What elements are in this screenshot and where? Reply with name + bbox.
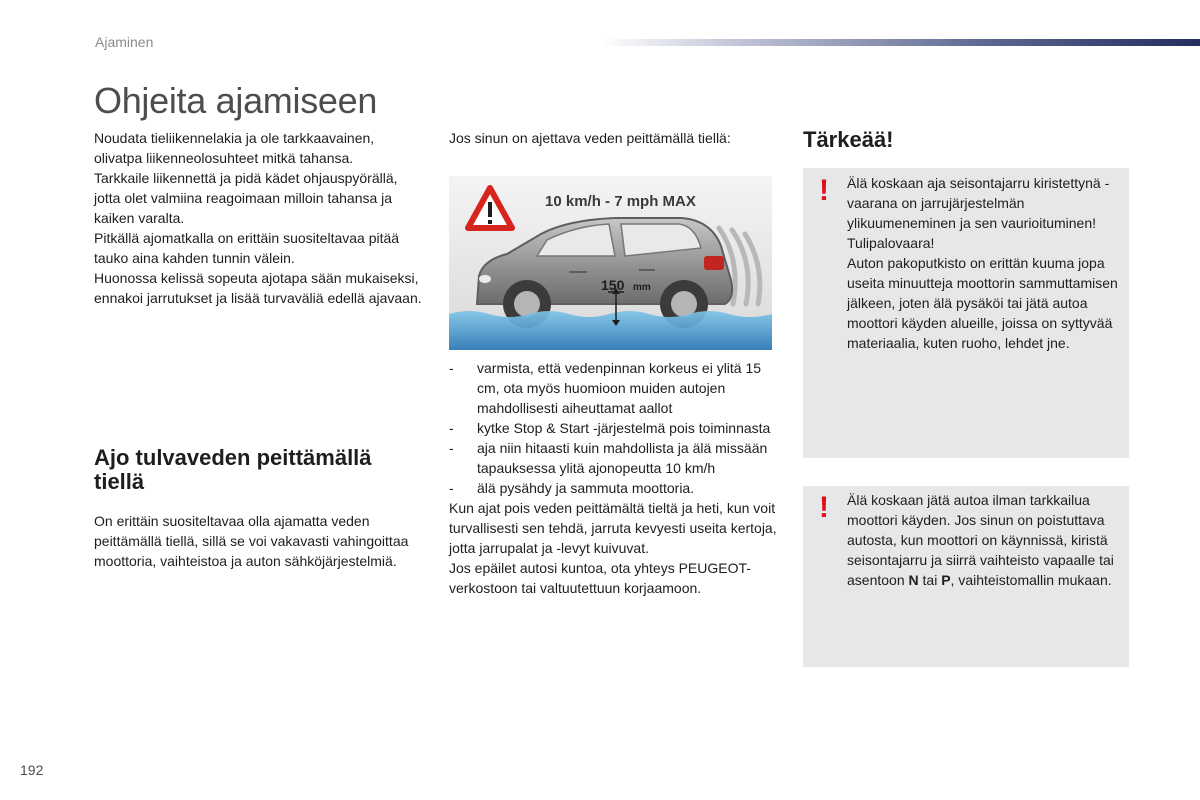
section-label: Ajaminen [95, 34, 154, 50]
page-title: Ohjeita ajamiseen [94, 80, 378, 121]
after-flood-paragraph: Jos epäilet autosi kuntoa, ota yhteys PEUGEOT-verkostoon tai valtuutettuun korjaamoon. [449, 560, 751, 596]
after-flood-paragraph: Kun ajat pois veden peittämältä tieltä ja heti, kun voit turvallisesti sen tehdä, jarruta kevyesti useita kertoja, jotta jarrupalat ja -levyt kuivuvat. [449, 500, 777, 556]
list-item-text: aja niin hitaasti kuin mahdollista ja älä missään tapauksessa ylitä ajonopeutta 10 km/h [477, 440, 768, 476]
header-gradient-bar [600, 39, 1200, 46]
flood-instructions [449, 358, 779, 598]
depth-value: 150 [601, 277, 625, 293]
advice-paragraph: Tarkkaile liikennettä ja pidä kädet ohjauspyörällä, jotta olet valmiina reagoimaan milloin tahansa ja kaiken varalta. [94, 170, 398, 226]
warning-box-parking-brake [803, 168, 1129, 458]
warning-box-unattended [803, 486, 1129, 667]
warning-text-part: tai [918, 572, 942, 588]
list-item-text: varmista, että vedenpinnan korkeus ei ylitä 15 cm, ota myös huomioon muiden autojen mahdollisesti aiheuttamat aallot [477, 360, 762, 416]
flood-heading: Ajo tulvaveden peittämällä tiellä [94, 445, 372, 494]
warning-paragraph: Älä koskaan aja seisontajarru kiristettynä - vaarana on jarrujärjestelmän ylikuumeneminen ja sen vaurioituminen! [847, 175, 1110, 231]
warning-paragraph: Auton pakoputkisto on erittän kuuma jopa useita minuutteja moottorin sammuttamisen jälkeen, joten älä pysäköi tai jätä autoa moottori käyden alueille, joissa on syttyvää materiaalia, kuten ruoho, lehdet jne. [847, 255, 1118, 351]
speed-limit-label: 10 km/h - 7 mph MAX [545, 193, 696, 210]
intro-paragraph: Jos sinun on ajettava veden peittämällä tiellä: [449, 130, 731, 146]
water-surface [449, 311, 772, 350]
warning-text [847, 173, 1123, 353]
flood-driving-illustration [449, 176, 772, 350]
depth-unit: mm [633, 282, 651, 293]
list-item [449, 418, 779, 438]
bullet-dash: - [449, 360, 454, 376]
flood-intro-text [94, 511, 424, 571]
advice-paragraph: Pitkällä ajomatkalla on erittäin suositeltavaa pitää tauko aina kahden tunnin välein. [94, 230, 400, 266]
list-item [449, 438, 779, 478]
bullet-dash: - [449, 480, 454, 496]
advice-paragraph: Huonossa kelissä sopeuta ajotapa sään mukaiseksi, ennakoi jarrutukset ja lisää turvaväliä edellä ajavaan. [94, 270, 422, 306]
exclamation-icon: ! [819, 174, 829, 207]
important-heading: Tärkeää! [803, 127, 894, 152]
flood-paragraph: On erittäin suositeltavaa olla ajamatta veden peittämällä tiellä, sillä se voi vakavasti vahingoittaa moottoria, vaihteistoa ja auton sähköjärjestelmiä. [94, 513, 409, 569]
bullet-dash: - [449, 440, 454, 456]
driving-advice-text [94, 128, 424, 308]
page-number: 192 [20, 762, 44, 778]
advice-paragraph: Noudata tieliikennelakia ja ole tarkkaavainen, olivatpa liikenneolosuhteet mitkä tahansa. [94, 130, 375, 166]
warning-text-part: Älä koskaan jätä autoa ilman tarkkailua moottori käyden. Jos sinun on poistuttava autosta, kun moottori on käynnissä, kiristä seisontajarru ja siirrä vaihteisto vapaalle tai asentoon [847, 492, 1114, 588]
warning-paragraph [847, 490, 1123, 590]
list-item-text: kytke Stop & Start -järjestelmä pois toiminnasta [477, 420, 771, 436]
bullet-dash: - [449, 420, 454, 436]
warning-text-part: , vaihteistomallin mukaan. [950, 572, 1112, 588]
list-item-text: älä pysähdy ja sammuta moottoria. [477, 480, 695, 496]
gear-n: N [908, 572, 919, 588]
warning-paragraph: Tulipalovaara! [847, 235, 935, 251]
exclamation-icon: ! [819, 491, 829, 524]
list-item [449, 478, 779, 498]
gear-p: P [941, 572, 951, 588]
flood-instructions-intro [449, 128, 779, 148]
list-item [449, 358, 779, 418]
warning-text [847, 490, 1123, 590]
